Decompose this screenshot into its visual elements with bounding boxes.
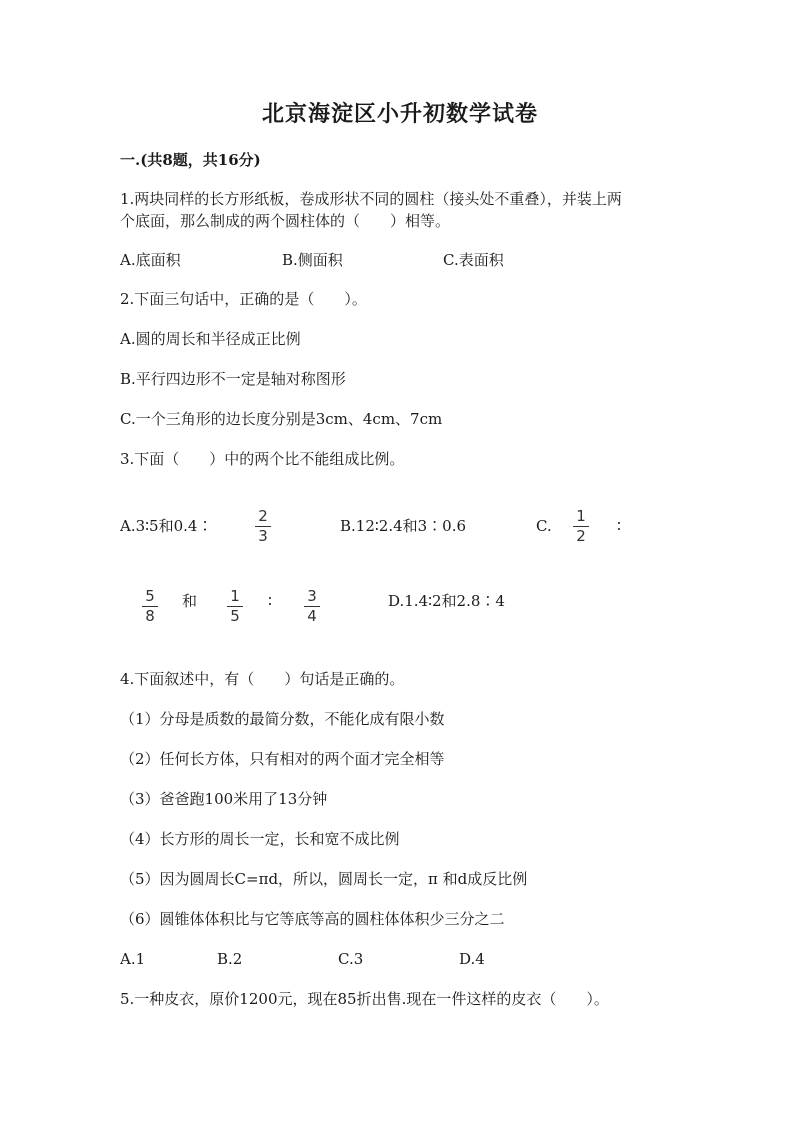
q3-option-c-label: C. — [536, 517, 552, 535]
fraction-numerator: 2 — [258, 507, 268, 525]
section-heading: 一.(共8题，共16分) — [120, 151, 261, 169]
page-title: 北京海淀区小升初数学试卷 — [261, 101, 538, 127]
q3-option-a-fraction — [255, 508, 271, 545]
q3-option-c-and: 和 — [182, 592, 198, 610]
q4-item-5: （5）因为圆周长C=πd，所以，圆周长一定，π 和d成反比例 — [120, 870, 528, 888]
q4-item-1: （1）分母是质数的最简分数，不能化成有限小数 — [120, 710, 445, 728]
q4-item-4: （4）长方形的周长一定，长和宽不成比例 — [120, 830, 400, 848]
q1-option-b: B.侧面积 — [282, 251, 343, 269]
q2-option-b: B.平行四边形不一定是轴对称图形 — [120, 370, 346, 388]
q3-option-c-fraction-2 — [142, 588, 158, 625]
q3-stem: 3.下面（ ）中的两个比不能组成比例。 — [120, 450, 405, 468]
fraction-denominator: 4 — [307, 607, 317, 625]
q3-option-c-fraction-4 — [304, 588, 320, 625]
fraction-numerator: 1 — [576, 507, 586, 525]
q3-option-c-colon-1: ∶ — [617, 517, 621, 535]
q2-option-c: C.一个三角形的边长度分别是3cm、4cm、7cm — [120, 410, 443, 428]
q5-stem: 5.一种皮衣，原价1200元，现在85折出售.现在一件这样的皮衣（ ）。 — [120, 990, 609, 1008]
q1-option-a: A.底面积 — [120, 251, 181, 269]
fraction-numerator: 5 — [145, 587, 155, 605]
q3-option-c-fraction-1 — [573, 508, 589, 545]
q4-item-3: （3）爸爸跑100米用了13分钟 — [120, 790, 328, 808]
q1-stem-line1: 1.两块同样的长方形纸板，卷成形状不同的圆柱（接头处不重叠），并装上两 — [120, 190, 622, 208]
fraction-denominator: 3 — [258, 527, 268, 545]
q2-option-a: A.圆的周长和半径成正比例 — [120, 330, 301, 348]
q1-stem-line2: 个底面，那么制成的两个圆柱体的（ ）相等。 — [120, 212, 451, 230]
q4-option-b: B.2 — [217, 950, 243, 968]
q3-option-a-text: A.3∶5和0.4∶ — [120, 517, 213, 535]
q4-item-2: （2）任何长方体，只有相对的两个面才完全相等 — [120, 750, 445, 768]
fraction-numerator: 1 — [230, 587, 240, 605]
fraction-denominator: 5 — [230, 607, 240, 625]
q2-stem: 2.下面三句话中，正确的是（ ）。 — [120, 290, 367, 308]
q3-option-d: D.1.4∶2和2.8∶4 — [388, 592, 505, 610]
q4-item-6: （6）圆锥体体积比与它等底等高的圆柱体体积少三分之二 — [120, 910, 505, 928]
fraction-denominator: 2 — [576, 527, 586, 545]
q3-option-b: B.12∶2.4和3∶0.6 — [340, 517, 467, 535]
q3-option-c-colon-2: ∶ — [268, 592, 272, 610]
q3-option-c-fraction-3 — [227, 588, 243, 625]
fraction-denominator: 8 — [145, 607, 155, 625]
fraction-numerator: 3 — [307, 587, 317, 605]
q4-stem: 4.下面叙述中，有（ ）句话是正确的。 — [120, 670, 405, 688]
q4-option-a: A.1 — [120, 950, 146, 968]
q4-option-d: D.4 — [459, 950, 485, 968]
q4-option-c: C.3 — [338, 950, 364, 968]
q1-option-c: C.表面积 — [443, 251, 504, 269]
